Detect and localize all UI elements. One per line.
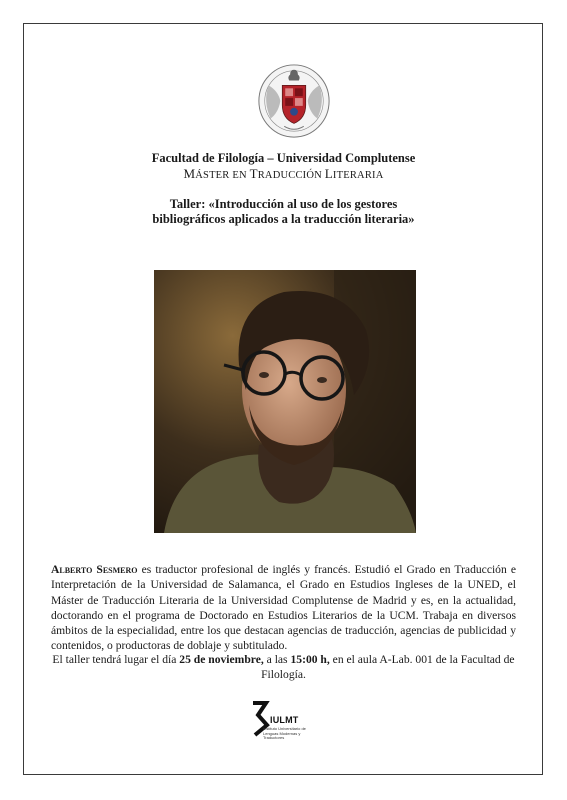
- workshop-title-line-1: Taller: «Introducción al uso de los gestores: [169, 197, 398, 211]
- bio-text: es traductor profesional de inglés y francés. Estudió el Grado en Traducción e Interpretación de la Universidad de Salamanca, el Grado en Estudios Ingleses de la UNED, el Máster de Traducción Literaria de la Universidad Complutense de Madrid y es, en la actualidad, doctorando en el programa de Doctorado en Estudios Literarios de la UCM. Trabaja en diversos ámbitos de la especialidad, entre los que destacan agencias de traducción, agencias de publicidad y contenidos, o productoras de doblaje y subtitulado.: [51, 563, 517, 653]
- speaker-bio: [51, 562, 516, 654]
- speaker-name: Alberto Sesmero: [51, 563, 138, 576]
- event-date: 25 de noviembre,: [179, 653, 264, 666]
- logo-subtitle: Instituto Universitario de Lenguas Modernas y Traductores: [263, 726, 306, 741]
- event-details: El taller tendrá lugar el día 25 de noviembre, a las 15:00 h, en el aula A-Lab. 001 de la Facultad de Filología.: [52, 653, 515, 682]
- workshop-title: [60, 197, 507, 227]
- logo-name: IULMT: [270, 715, 299, 725]
- master-title: MÁSTER EN TRADUCCIÓN LITERARIA: [183, 166, 384, 181]
- event-time: 15:00 h,: [290, 653, 330, 666]
- faculty-title: Facultad de Filología – Universidad Complutense: [151, 151, 416, 165]
- speaker-photo: [154, 270, 416, 533]
- university-seal-icon: [255, 62, 333, 140]
- iulmyt-logo-icon: [248, 695, 316, 763]
- workshop-title-line-2: bibliográficos aplicados a la traducción literaria»: [152, 212, 415, 226]
